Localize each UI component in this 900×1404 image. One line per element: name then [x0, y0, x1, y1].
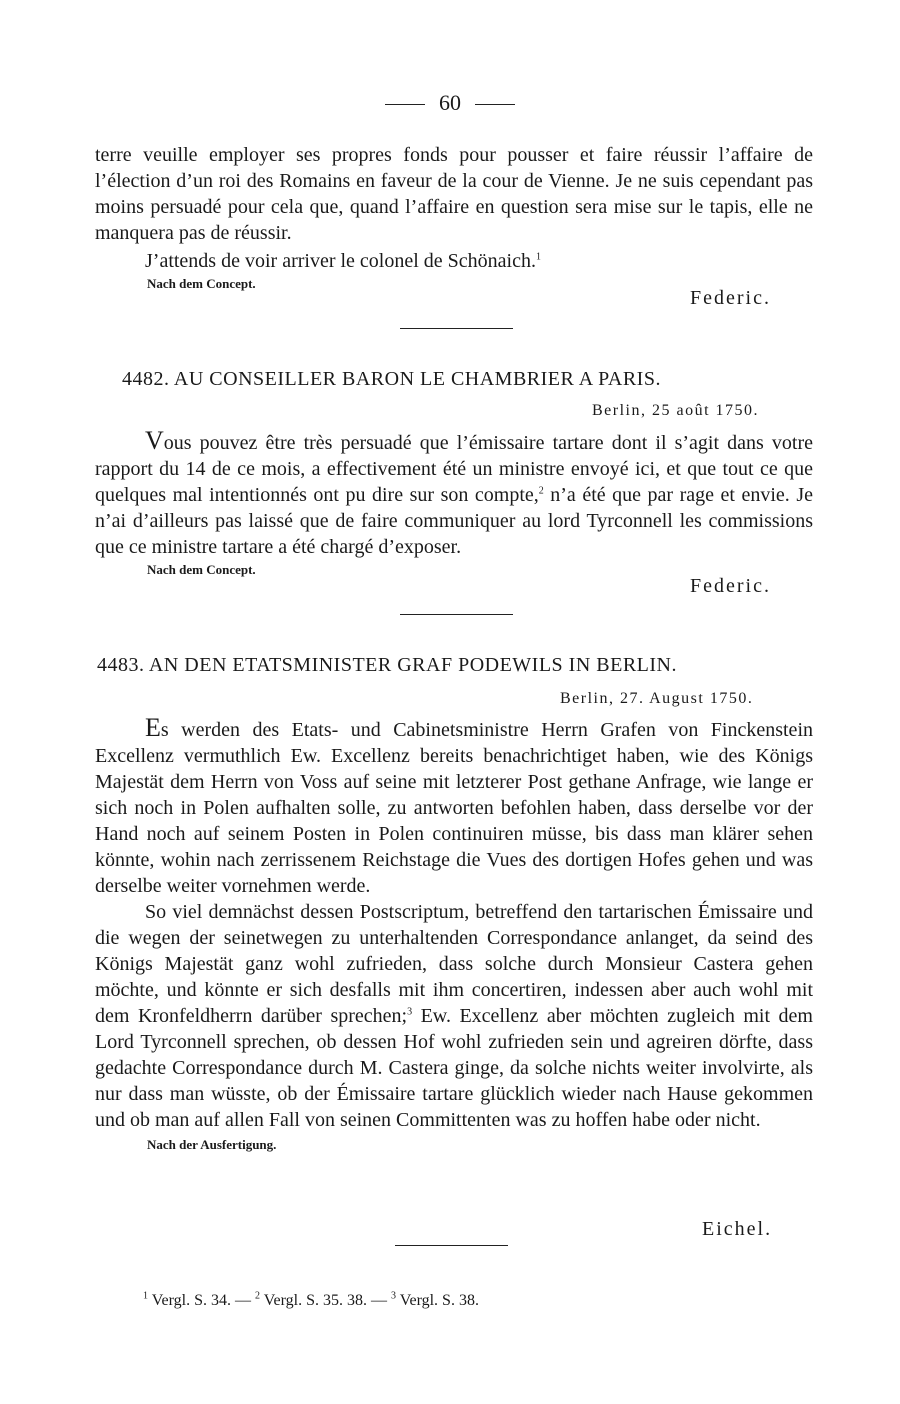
section-rule [400, 614, 513, 615]
initial-letter: E [145, 713, 161, 742]
footnote-text: Vergl. S. 38. [399, 1292, 479, 1309]
letter-4483-para2-text-a: So viel demnächst dessen Postscriptum, betreffend den tartarischen Émissaire und die wegen der seinetwegen zu unterhaltenden Correspondance anlanget, da seind des Königs Majestät ganz wohl zufrieden, dass solche durch Monsieur Castera gehen möchte, und könnte er sich desfalls mit ihm concertiren, indessen aber auch wohl mit dem Kronfeldherrn darüber sprechen; [95, 901, 813, 1027]
signature-federic-1: Federic. [690, 287, 771, 309]
letter-heading-4482: 4482. AU CONSEILLER BARON LE CHAMBRIER A PARIS. [122, 368, 661, 390]
footnote-mark: 3 [390, 1290, 396, 1302]
footnote-ref-2: 2 [538, 485, 544, 497]
page-header [0, 90, 900, 116]
letter-4482-paragraph [95, 428, 813, 560]
source-note: Nach dem Concept. [147, 562, 256, 577]
footnote-ref-1: 1 [535, 251, 541, 263]
schoenaich-line [95, 248, 813, 274]
footnotes [143, 1292, 479, 1310]
letter-4483-para1-text: s werden des Etats- und Cabinetsministre Herrn Grafen von Finckenstein Excellenz vermuthlich Ew. Excellenz bereits benachrichtiget haben, wie des Königs Majestät dem Herrn von Voss auf seine mit letzterer Post gethane Anfrage, wie lange er sich noch in Polen aufhalten solle, zu antworten befohlen haben, dass derselbe vor der Hand noch auf seinem Posten in Polen continuiren müsse, bis dass man klärer sehen könnte, wohin nach zerrissenem Reichstage die Vues des dortigen Hofes gehen und was derselbe weiter vornehmen werde. [95, 719, 813, 897]
signature-federic-2: Federic. [690, 575, 771, 597]
footnote-separator: — [370, 1292, 391, 1309]
dateline-4482: Berlin, 25 août 1750. [592, 402, 760, 419]
footnote-ref-3: 3 [407, 1006, 413, 1018]
footnote-text: Vergl. S. 35. 38. [263, 1292, 367, 1309]
letter-4482-text-b: n’a été que par rage et envie. Je n’ai d’ailleurs pas laissé que de faire communiquer au lord Tyrconnell les commissions que ce ministre tartare a été chargé d’exposer. [95, 484, 813, 558]
letter-4482-body [95, 428, 813, 578]
letter-heading-4483: 4483. AN DEN ETATSMINISTER GRAF PODEWILS IN BERLIN. [97, 654, 678, 676]
letter-4483-paragraph-2 [95, 899, 813, 1133]
initial-letter: V [145, 426, 164, 455]
section-rule [400, 328, 513, 329]
footnote-mark: 1 [143, 1290, 148, 1302]
header-dash-right [475, 104, 515, 105]
page-number: 60 [439, 90, 461, 115]
section-rule [395, 1245, 508, 1246]
dateline-4483: Berlin, 27. August 1750. [560, 690, 754, 707]
continued-paragraph: terre veuille employer ses propres fonds pour pousser et faire réussir l’affaire de l’élection d’un roi des Romains en faveur de la cour de Vienne. Je ne suis cependant pas moins persuadé pour cela que, quand l’affaire en question sera mise sur le tapis, elle ne manquera pas de réussir. [95, 144, 813, 244]
schoenaich-text: J’attends de voir arriver le colonel de Schönaich. [145, 250, 536, 272]
footnote-mark: 2 [254, 1290, 260, 1302]
header-dash-left [385, 104, 425, 105]
footnote-separator: — [234, 1292, 255, 1309]
source-note: Nach der Ausfertigung. [147, 1137, 277, 1152]
letter-4482-text-a: ous pouvez être très persuadé que l’émissaire tartare dont il s’agit dans votre rapport du 14 de ce mois, a effectivement été un ministre envoyé ici, et que tout ce que quelques mal intentionnés ont pu dire sur son compte, [95, 432, 813, 506]
letter-4483-para2-text-b: Ew. Excellenz aber möchten zugleich mit dem Lord Tyrconnell sprechen, ob dessen Hof wohl zufrieden sein und agreiren dörfte, dass gedachte Correspondance durch M. Castera ginge, da solche nichts weiter involvirte, als nur dass man wüsste, ob der Émissaire tartare glücklich wieder nach Hause gekommen und ob man auf allen Fall von seinen Committenten was zu hoffen habe oder nicht. [95, 1005, 813, 1131]
footnote-text: Vergl. S. 34. [151, 1292, 231, 1309]
signature-eichel: Eichel. [702, 1218, 773, 1240]
letter-4483-body [95, 715, 813, 1153]
source-note: Nach dem Concept. [147, 276, 256, 291]
letter-4483-paragraph-1 [95, 715, 813, 899]
top-block [95, 142, 813, 292]
